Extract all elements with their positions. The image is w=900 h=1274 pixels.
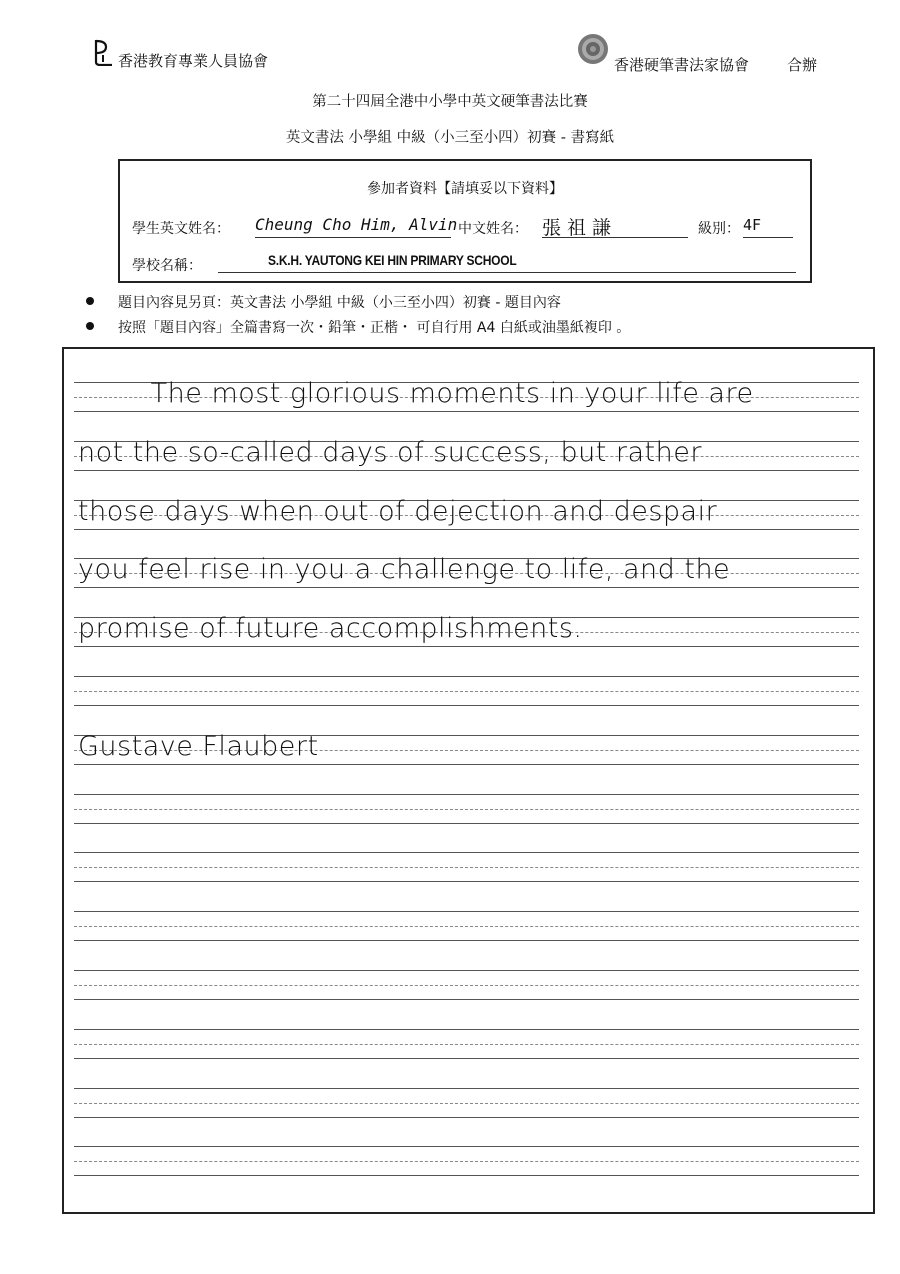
info-heading: 參加者資料【請填妥以下資料】 [367, 181, 563, 197]
bullet-2 [86, 322, 94, 330]
ruled-line-base [74, 411, 859, 412]
ruled-line-top [74, 794, 859, 795]
logo-left-icon [92, 38, 114, 66]
ruled-line-base [74, 646, 859, 647]
co-organise-label: 合辦 [787, 56, 818, 74]
competition-title: 第二十四屆全港中小學中英文硬筆書法比賽 [312, 94, 588, 110]
chinese-name-value: 張祖謙 [542, 217, 618, 239]
handwritten-line: The most glorious moments in your life are [78, 378, 754, 409]
ruled-line-base [74, 999, 859, 1000]
ruled-line-top [74, 970, 859, 971]
english-name-label: 學生英文姓名： [132, 221, 230, 237]
ruled-line-top [74, 1146, 859, 1147]
ruled-line-top [74, 911, 859, 912]
logo-right-seal-icon [576, 32, 610, 66]
class-label: 級別： [698, 221, 740, 237]
school-label: 學校名稱： [132, 258, 202, 274]
ruled-line-base [74, 764, 859, 765]
class-field[interactable] [743, 215, 793, 238]
ruled-line-middle [74, 809, 859, 810]
organizer-left: 香港教育專業人員協會 [118, 52, 269, 70]
ruled-line-middle [74, 1161, 859, 1162]
class-value: 4F [743, 216, 762, 234]
ruled-line-middle [74, 867, 859, 868]
paper-subtitle: 英文書法 小學組 中級（小三至小四）初賽 - 書寫紙 [285, 130, 615, 146]
chinese-name-field[interactable] [542, 213, 688, 238]
ruled-line-base [74, 940, 859, 941]
ruled-line-top [74, 852, 859, 853]
ruled-line-top [74, 676, 859, 677]
handwritten-line: promise of future accomplishments. [78, 613, 583, 645]
ruled-line-middle [74, 985, 859, 986]
participant-info-box [118, 159, 812, 283]
instruction-1: 題目內容見另頁：英文書法 小學組 中級（小三至小四）初賽 - 題目內容 [118, 295, 561, 311]
ruled-line-base [74, 1175, 859, 1176]
instruction-2: 按照「題目內容」全篇書寫一次・鉛筆・正楷・ 可自行用 A4 白紙或油墨紙複印 。 [118, 320, 631, 336]
ruled-line-base [74, 881, 859, 882]
ruled-line-top [74, 1088, 859, 1089]
ruled-line-base [74, 1117, 859, 1118]
ruled-line-middle [74, 691, 859, 692]
english-name-value: Cheung Cho Him, Alvin [255, 215, 458, 234]
handwritten-line: not the so-called days of success, but rather [78, 436, 702, 468]
handwritten-line: Gustave Flaubert [78, 730, 319, 762]
handwritten-line: those days when out of dejection and despair [78, 495, 718, 527]
ruled-line-middle [74, 1103, 859, 1104]
ruled-line-middle [74, 926, 859, 927]
ruled-line-base [74, 470, 859, 471]
ruled-line-base [74, 705, 859, 706]
organizer-right: 香港硬筆書法家協會 [614, 56, 750, 74]
ruled-line-middle [74, 1044, 859, 1045]
ruled-line-base [74, 587, 859, 588]
chinese-name-label: 中文姓名： [458, 221, 528, 237]
ruled-line-base [74, 529, 859, 530]
english-name-field[interactable] [255, 215, 458, 238]
writing-area[interactable] [62, 347, 875, 1214]
handwritten-line: you feel rise in you a challenge to life, and the [78, 554, 731, 586]
ruled-line-base [74, 823, 859, 824]
ruled-line-top [74, 1029, 859, 1030]
bullet-1 [86, 297, 94, 305]
ruled-line-base [74, 1058, 859, 1059]
school-value: S.K.H. YAUTONG KEI HIN PRIMARY SCHOOL [268, 252, 517, 268]
school-field[interactable] [218, 250, 796, 273]
